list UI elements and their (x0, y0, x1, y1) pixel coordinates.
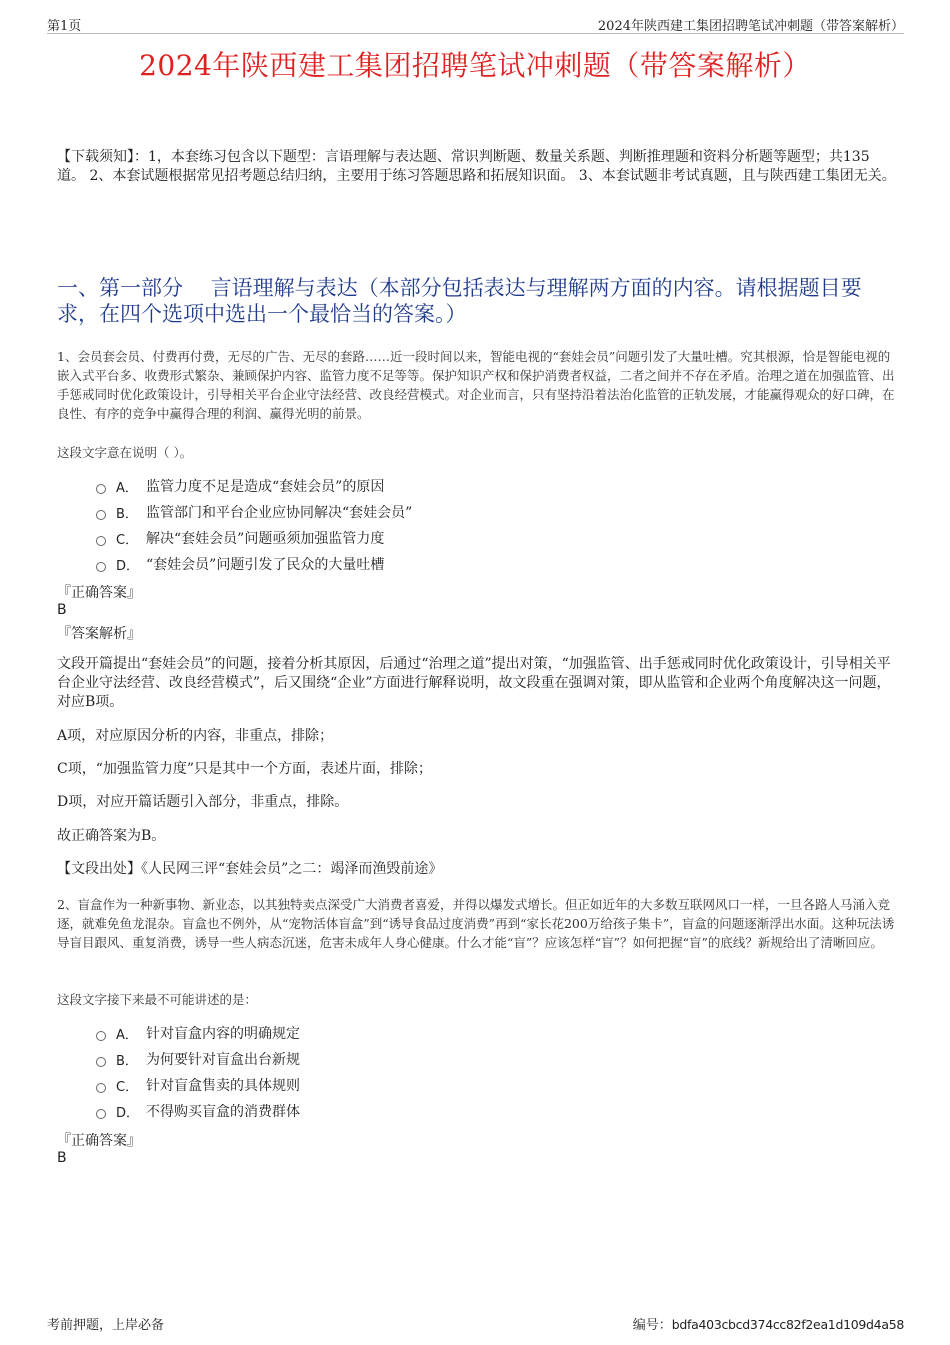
radio-icon[interactable] (96, 1031, 106, 1041)
question-2-prompt: 这段文字接下来最不可能讲述的是： (57, 992, 258, 1007)
question-2-option-b[interactable] (96, 1048, 300, 1070)
question-1-text: 1、会员套会员、付费再付费，无尽的广告、无尽的套路……近一段时间以来，智能电视的“套娃会员”问题引发了大量吐槽。究其根源，恰是智能电视的嵌入式平台多、收费形式繁杂、兼顾保护内容、监管力度不足等等。保护知识产权和保护消费者权益，二者之间并不存在矛盾。治理之道在加强监管、出手惩戒同时优化政策设计，引导相关平台企业守法经营、改良经营模式。对企业而言，只有坚持沿着法治化监管的正轨发展，才能赢得观众的好口碑，在良性、有序的竞争中赢得合理的利润、赢得光明的前景。 (57, 349, 895, 421)
download-notice: 【下载须知】：1，本套练习包含以下题型：言语理解与表达题、常识判断题、数量关系题、判断推理题和资料分析题等题型；共135道。 2、本套试题根据常见招考题总结归纳，主要用于练习答题思路和拓展知识面。 3、本套试题非考试真题，且与陕西建工集团无关。 (57, 149, 896, 184)
radio-icon[interactable] (96, 1109, 106, 1119)
option-text: “套娃会员”问题引发了民众的大量吐槽 (146, 557, 385, 573)
radio-icon[interactable] (96, 1057, 106, 1067)
option-text: 解决“套娃会员”问题亟须加强监管力度 (146, 531, 385, 547)
question-2-answer-label: 『正确答案』 (57, 1133, 141, 1149)
header-page-number: 第1页 (47, 19, 82, 34)
option-letter: A． (116, 1027, 138, 1043)
radio-icon[interactable] (96, 484, 106, 494)
radio-icon[interactable] (96, 562, 106, 572)
option-text: 为何要针对盲盒出台新规 (146, 1052, 300, 1068)
question-1-analysis: 文段开篇提出“套娃会员”的问题，接着分析其原因，后通过“治理之道”提出对策，“加强监管、出手惩戒同时优化政策设计，引导相关平台企业守法经营、改良经营模式”，后又围绕“企业”方面进行解释说明，故文段重在强调对策，即从监管和企业两个角度解决这一问题，对应B项。 (57, 656, 891, 710)
footer-slogan: 考前押题，上岸必备 (47, 1318, 165, 1333)
question-1-analysis-d: D项，对应开篇话题引入部分，非重点，排除。 (57, 794, 349, 810)
option-letter: A． (116, 480, 138, 496)
page-title: 2024年陕西建工集团招聘笔试冲刺题（带答案解析） (139, 49, 811, 82)
radio-icon[interactable] (96, 536, 106, 546)
option-letter: C． (116, 532, 139, 548)
option-text: 不得购买盲盒的消费群体 (146, 1104, 300, 1120)
option-letter: C． (116, 1079, 139, 1095)
question-1-answer-label: 『正确答案』 (57, 585, 141, 601)
question-1-conclusion: 故正确答案为B。 (57, 828, 166, 844)
radio-icon[interactable] (96, 1083, 106, 1093)
header-divider (47, 33, 904, 34)
header-doc-title: 2024年陕西建工集团招聘笔试冲刺题（带答案解析） (597, 19, 904, 34)
option-text: 监管部门和平台企业应协同解决“套娃会员” (146, 505, 413, 521)
question-2-option-d[interactable] (96, 1100, 300, 1122)
question-1-option-b[interactable] (96, 501, 412, 523)
question-1-option-a[interactable] (96, 475, 384, 497)
question-1-source: 【文段出处】《人民网三评“套娃会员”之二：竭泽而渔毁前途》 (57, 861, 443, 877)
footer-code-value: bdfa403cbcd374cc82f2ea1d109d4a58 (671, 1317, 904, 1332)
option-text: 针对盲盒售卖的具体规则 (146, 1078, 300, 1094)
option-letter: D． (116, 558, 140, 574)
question-1-option-c[interactable] (96, 527, 384, 549)
question-2-text: 2、盲盒作为一种新事物、新业态，以其独特卖点深受广大消费者喜爱，并得以爆发式增长。但正如近年的大多数互联网风口一样，一旦各路人马涌入竞逐，就难免鱼龙混杂。盲盒也不例外，从“宠物活体盲盒”到“诱导食品过度消费”再到“家长花200万给孩子集卡”，盲盒的问题逐渐浮出水面。这种玩法诱导盲目跟风、重复消费，诱导一些人病态沉迷，危害未成年人身心健康。什么才能“盲”？应该怎样“盲”？如何把握“盲”的底线？新规给出了清晰回应。 (57, 897, 895, 950)
question-2-option-c[interactable] (96, 1074, 300, 1096)
option-text: 监管力度不足是造成“套娃会员”的原因 (146, 479, 385, 495)
question-1-analysis-a: A项，对应原因分析的内容，非重点，排除； (57, 728, 334, 744)
footer-code (633, 1314, 904, 1333)
question-2-option-a[interactable] (96, 1022, 300, 1044)
section-title: 一、第一部分 言语理解与表达（本部分包括表达与理解两方面的内容。请根据题目要求，在四个选项中选出一个最恰当的答案。） (57, 276, 862, 326)
question-1-analysis-label: 『答案解析』 (57, 626, 141, 642)
footer-code-label: 编号： (632, 1318, 672, 1333)
option-letter: D． (116, 1105, 140, 1121)
question-1-analysis-c: C项，“加强监管力度”只是其中一个方面，表述片面，排除； (57, 761, 433, 777)
radio-icon[interactable] (96, 510, 106, 520)
option-text: 针对盲盒内容的明确规定 (146, 1026, 300, 1042)
question-2-answer: B (57, 1150, 67, 1166)
question-1-answer: B (57, 602, 67, 618)
question-1-option-d[interactable] (96, 553, 384, 575)
question-1-prompt: 这段文字意在说明（ ）。 (57, 445, 193, 460)
option-letter: B． (116, 1053, 138, 1069)
option-letter: B． (116, 506, 138, 522)
